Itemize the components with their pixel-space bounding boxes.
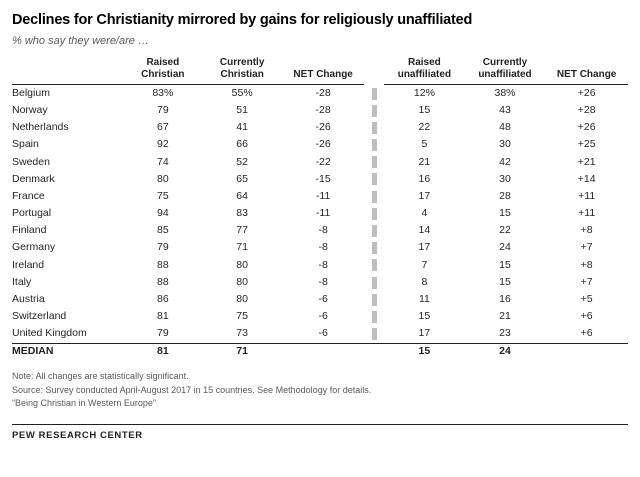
cell-currently-unaffiliated: 30 <box>499 172 511 185</box>
table-row <box>12 188 628 205</box>
cell-currently-unaffiliated: 24 <box>499 345 511 358</box>
cell-raised-christian: 92 <box>156 138 169 151</box>
column-divider <box>364 102 384 119</box>
cell-currently-unaffiliated: 24 <box>499 241 511 254</box>
chart-subtitle: % who say they were/are … <box>12 35 149 48</box>
divider-bar-segment <box>372 277 377 289</box>
cell-currently-christian: 66 <box>236 138 248 151</box>
divider-bar-segment <box>372 311 377 323</box>
header-raised-christian <box>123 55 202 85</box>
divider-bar-segment <box>372 328 377 340</box>
cell-net-christian: -11 <box>315 207 331 220</box>
column-divider <box>364 240 384 257</box>
column-divider <box>364 343 384 360</box>
cell-net-unaffiliated: +21 <box>577 155 596 168</box>
cell-country: Portugal <box>12 207 52 220</box>
cell-currently-christian: 75 <box>236 310 248 323</box>
cell-country: Germany <box>12 241 56 254</box>
header-raised-christian-line2: Christian <box>141 68 185 80</box>
pew-research-center-label: PEW RESEARCH CENTER <box>12 424 628 441</box>
header-country <box>12 55 123 85</box>
cell-net-christian: -28 <box>315 86 331 99</box>
cell-net-christian: -15 <box>315 172 331 185</box>
table-header-row <box>12 55 628 85</box>
divider-bar-segment <box>372 225 377 237</box>
table-row <box>12 222 628 239</box>
table-row <box>12 205 628 222</box>
table-row <box>12 137 628 154</box>
cell-currently-christian: 71 <box>236 345 248 358</box>
cell-raised-unaffiliated: 7 <box>421 258 428 271</box>
column-divider <box>364 308 384 325</box>
cell-currently-christian: 51 <box>236 103 248 116</box>
table-row <box>12 154 628 171</box>
cell-net-unaffiliated: +28 <box>577 103 596 116</box>
table-row <box>12 171 628 188</box>
divider-bar-segment <box>372 156 377 168</box>
cell-country: MEDIAN <box>12 345 54 358</box>
divider-bar-segment <box>372 208 377 220</box>
header-currently-unaffiliated-line2: unaffiliated <box>478 68 532 80</box>
cell-net-unaffiliated: +26 <box>577 86 596 99</box>
divider-bar-segment <box>372 259 377 271</box>
cell-currently-unaffiliated: 22 <box>499 224 511 237</box>
cell-net-unaffiliated: +6 <box>580 327 593 340</box>
column-divider <box>364 222 384 239</box>
cell-currently-unaffiliated: 28 <box>499 189 511 202</box>
header-raised-christian-line1: Raised <box>146 57 180 69</box>
cell-currently-unaffiliated: 42 <box>499 155 511 168</box>
divider-bar-segment <box>372 122 377 134</box>
cell-currently-unaffiliated: 16 <box>499 293 511 305</box>
cell-currently-christian: 80 <box>236 293 248 305</box>
cell-net-christian: -8 <box>318 275 328 288</box>
cell-net-christian: -28 <box>315 103 331 116</box>
cell-raised-christian: 74 <box>156 155 169 168</box>
cell-currently-christian: 77 <box>236 224 248 237</box>
cell-raised-christian: 85 <box>156 224 169 237</box>
cell-currently-christian: 73 <box>236 327 248 340</box>
cell-currently-unaffiliated: 23 <box>499 327 511 340</box>
table-row <box>12 240 628 257</box>
cell-currently-christian: 64 <box>236 189 248 202</box>
column-divider <box>364 326 384 344</box>
cell-currently-unaffiliated: 43 <box>499 103 511 116</box>
cell-raised-christian: 79 <box>156 241 169 254</box>
cell-currently-unaffiliated: 15 <box>499 275 511 288</box>
divider-bar-segment <box>372 173 377 185</box>
table-row <box>12 343 628 360</box>
cell-raised-unaffiliated: 4 <box>421 207 428 220</box>
cell-net-unaffiliated: +6 <box>580 310 593 323</box>
cell-raised-christian: 88 <box>156 275 169 288</box>
cell-raised-unaffiliated: 5 <box>421 138 428 151</box>
cell-raised-christian: 80 <box>156 172 169 185</box>
table-row <box>12 308 628 325</box>
cell-raised-christian: 88 <box>156 258 169 271</box>
cell-currently-unaffiliated: 48 <box>499 121 511 134</box>
page-title: Declines for Christianity mirrored by gains for religiously unaffiliated <box>12 12 473 28</box>
cell-currently-christian: 71 <box>236 241 248 254</box>
cell-net-unaffiliated: +5 <box>580 293 593 305</box>
cell-raised-christian: 75 <box>156 189 169 202</box>
divider-bar-segment <box>372 88 377 100</box>
cell-raised-unaffiliated: 16 <box>418 172 431 185</box>
header-currently-unaffiliated <box>465 55 546 85</box>
header-raised-unaffiliated-line1: Raised <box>408 57 441 69</box>
cell-currently-unaffiliated: 15 <box>499 258 511 271</box>
cell-raised-unaffiliated: 15 <box>418 310 431 323</box>
header-divider-spacer <box>364 55 384 85</box>
cell-net-unaffiliated: +8 <box>580 258 593 271</box>
column-divider <box>364 205 384 222</box>
cell-raised-unaffiliated: 14 <box>418 224 431 237</box>
header-net-change-christian: NET Change <box>282 55 365 85</box>
cell-net-unaffiliated: +8 <box>580 224 593 237</box>
cell-raised-unaffiliated: 22 <box>418 121 431 134</box>
cell-net-christian: -6 <box>318 327 328 340</box>
cell-net-christian <box>282 343 365 360</box>
divider-bar-segment <box>372 242 377 254</box>
cell-currently-christian: 55% <box>231 86 253 99</box>
column-divider <box>364 188 384 205</box>
cell-country: Switzerland <box>12 310 67 323</box>
cell-currently-christian: 41 <box>236 121 248 134</box>
cell-country: Spain <box>12 138 39 151</box>
cell-raised-unaffiliated: 15 <box>418 345 431 358</box>
header-raised-unaffiliated <box>384 55 465 85</box>
cell-raised-unaffiliated: 12% <box>413 86 435 99</box>
chart-footer <box>12 370 628 440</box>
table-row <box>12 274 628 291</box>
cell-currently-christian: 52 <box>236 155 248 168</box>
cell-country: Netherlands <box>12 121 69 134</box>
column-divider <box>364 119 384 136</box>
cell-net-christian: -8 <box>318 224 328 237</box>
table-row <box>12 291 628 308</box>
header-currently-christian-line1: Currently <box>219 57 265 69</box>
cell-net-christian: -6 <box>318 293 328 305</box>
divider-bar-segment <box>372 294 377 306</box>
cell-net-christian: -8 <box>318 241 328 254</box>
cell-raised-unaffiliated: 17 <box>418 241 431 254</box>
cell-country: United Kingdom <box>12 327 87 340</box>
cell-raised-christian: 79 <box>156 327 169 340</box>
footer-source: Source: Survey conducted April-August 2017 in 15 countries. See Methodology for details. <box>12 384 372 395</box>
cell-raised-christian: 81 <box>156 345 169 358</box>
divider-bar-segment <box>372 105 377 117</box>
header-raised-unaffiliated-line2: unaffiliated <box>397 68 452 80</box>
cell-raised-christian: 83% <box>152 86 174 99</box>
cell-country: Austria <box>12 293 45 305</box>
cell-currently-unaffiliated: 30 <box>499 138 511 151</box>
footer-report-title: “Being Christian in Western Europe” <box>12 397 156 408</box>
table-row <box>12 85 628 102</box>
header-net-change-unaffiliated: NET Change <box>545 55 628 85</box>
header-currently-christian <box>202 55 281 85</box>
table-row <box>12 257 628 274</box>
divider-bar-segment <box>372 139 377 151</box>
cell-net-christian: -8 <box>318 258 328 271</box>
cell-currently-unaffiliated: 38% <box>494 86 516 99</box>
cell-country: Norway <box>12 103 48 116</box>
cell-currently-unaffiliated: 15 <box>499 207 511 220</box>
cell-net-christian: -11 <box>315 189 331 202</box>
column-divider <box>364 85 384 102</box>
cell-raised-christian: 81 <box>156 310 169 323</box>
column-divider <box>364 137 384 154</box>
column-divider <box>364 291 384 308</box>
data-table <box>12 55 628 360</box>
column-divider <box>364 257 384 274</box>
table-body <box>12 85 628 361</box>
cell-raised-unaffiliated: 17 <box>418 189 431 202</box>
cell-net-unaffiliated: +7 <box>580 275 593 288</box>
cell-raised-unaffiliated: 15 <box>418 103 431 116</box>
cell-net-christian: -22 <box>315 155 331 168</box>
cell-raised-unaffiliated: 8 <box>421 275 428 288</box>
cell-net-unaffiliated: +11 <box>578 207 596 220</box>
column-divider <box>364 154 384 171</box>
cell-raised-unaffiliated: 21 <box>418 155 431 168</box>
cell-country: Italy <box>12 275 32 288</box>
header-currently-christian-line2: Christian <box>220 68 264 80</box>
cell-country: Sweden <box>12 155 50 168</box>
cell-country: France <box>12 189 45 202</box>
table-row <box>12 326 628 344</box>
cell-currently-unaffiliated: 21 <box>499 310 511 323</box>
cell-raised-christian: 67 <box>156 121 169 134</box>
cell-net-unaffiliated: +11 <box>578 189 596 202</box>
header-currently-unaffiliated-line1: Currently <box>482 57 528 69</box>
cell-country: Denmark <box>12 172 55 185</box>
footer-note: Note: All changes are statistically significant. <box>12 371 189 382</box>
cell-currently-christian: 80 <box>236 275 248 288</box>
cell-net-unaffiliated <box>545 343 628 360</box>
cell-net-unaffiliated: +25 <box>577 138 596 151</box>
cell-currently-christian: 65 <box>236 172 248 185</box>
cell-country: Finland <box>12 224 47 237</box>
cell-raised-unaffiliated: 17 <box>418 327 431 340</box>
cell-currently-christian: 80 <box>236 258 248 271</box>
cell-net-christian: -26 <box>315 121 331 134</box>
cell-country: Belgium <box>12 86 50 99</box>
cell-currently-christian: 83 <box>236 207 248 220</box>
cell-raised-christian: 86 <box>156 293 169 305</box>
divider-bar-segment <box>372 191 377 203</box>
column-divider <box>364 171 384 188</box>
table-row <box>12 119 628 136</box>
cell-net-unaffiliated: +26 <box>577 121 596 134</box>
cell-country: Ireland <box>12 258 45 271</box>
cell-net-christian: -6 <box>318 310 328 323</box>
table-row <box>12 102 628 119</box>
cell-raised-unaffiliated: 11 <box>418 293 430 305</box>
cell-net-christian: -26 <box>315 138 331 151</box>
cell-net-unaffiliated: +7 <box>580 241 593 254</box>
cell-net-unaffiliated: +14 <box>577 172 596 185</box>
cell-raised-christian: 94 <box>156 207 169 220</box>
column-divider <box>364 274 384 291</box>
cell-raised-christian: 79 <box>156 103 169 116</box>
